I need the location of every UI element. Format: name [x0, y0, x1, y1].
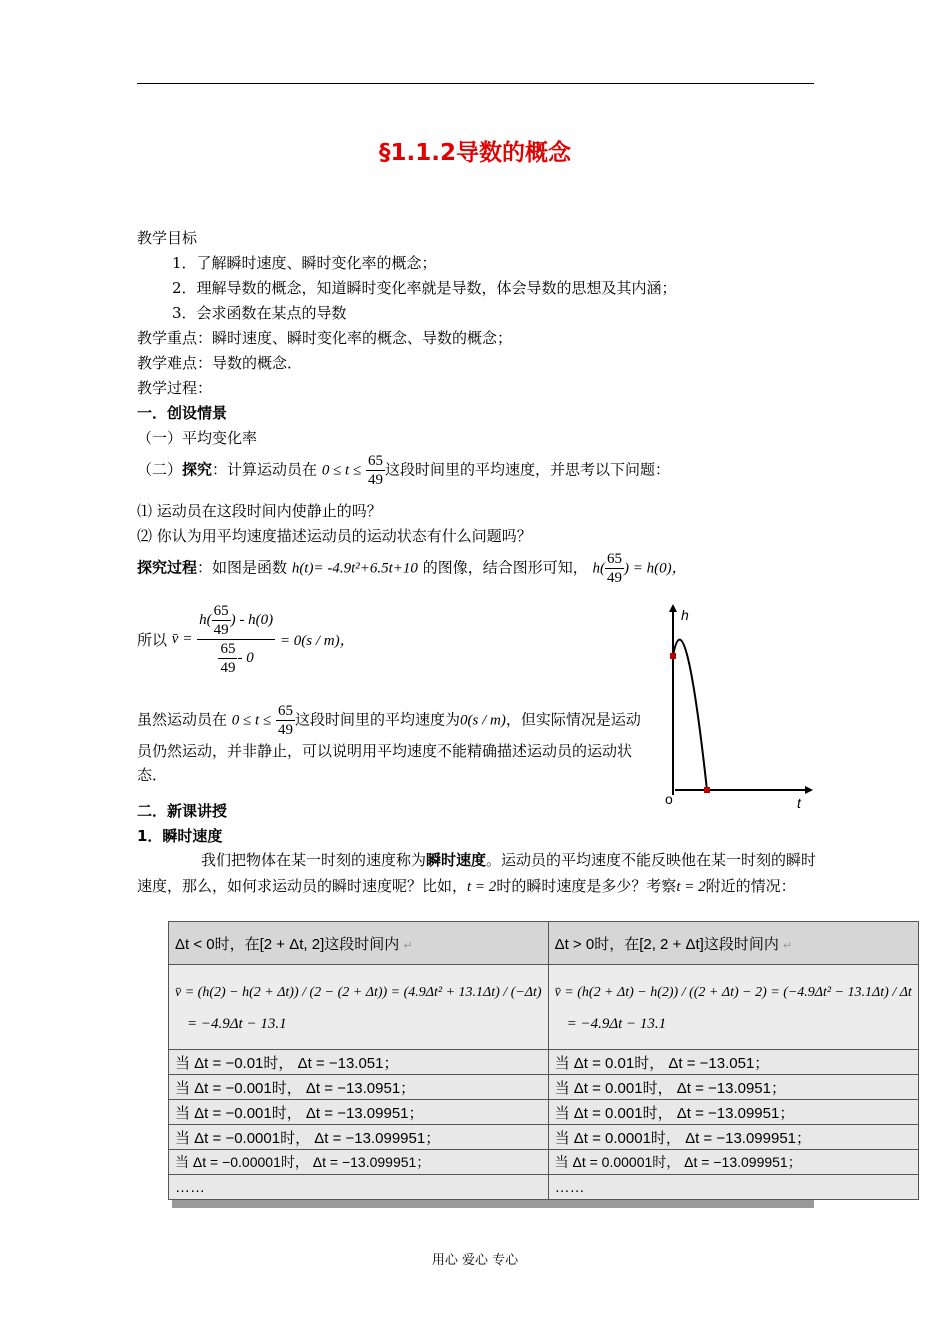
fraction-65-49 — [276, 702, 295, 739]
ineq: 0 ≤ t ≤ — [231, 712, 272, 729]
t-label: t — [797, 795, 801, 811]
left-formula-1: v̄ = (h(2) − h(2 + Δt)) / (2 − (2 + Δt)) = (4.9Δt² + 13.1Δt) / (−Δt) — [175, 985, 542, 1000]
proc-bold: 探究过程 — [137, 558, 198, 577]
frac-den: 49 — [220, 660, 236, 676]
frac-den: 49 — [607, 570, 622, 586]
parabola-curve — [673, 640, 707, 790]
question-1: ⑴ 运动员在这段时间内使静止的吗？ — [137, 502, 382, 520]
page-title: §1.1.2导数的概念 — [379, 140, 571, 166]
fraction-65-49 — [366, 452, 385, 489]
left-formula-2: = −4.9Δt − 13.1 — [187, 1016, 287, 1032]
objective-item: 3．会求函数在某点的导数 — [172, 304, 347, 322]
though-paragraph — [137, 702, 642, 787]
p1b: 瞬时速度 — [426, 851, 487, 869]
right-head: Δt > 0时，在[2, 2 + Δt]这段时间内 — [554, 935, 779, 953]
instant-velocity-paragraph — [137, 847, 817, 900]
point-h0 — [670, 653, 676, 659]
frac-den: 49 — [277, 722, 293, 738]
table-cell: 当 Δt = −0.001时， Δt = −13.09951； — [169, 1100, 549, 1125]
exploration-process — [137, 550, 687, 587]
table-cell — [169, 922, 549, 965]
page-footer: 用心 爱心 专心 — [431, 1253, 519, 1268]
origin-label: o — [665, 791, 673, 807]
though1: 虽然运动员在 — [137, 710, 228, 729]
right-formula-2: = −4.9Δt − 13.1 — [566, 1016, 667, 1032]
section2-sub: 1．瞬时速度 — [137, 827, 223, 845]
fraction-65-49 — [218, 640, 237, 677]
frac-top-b: ) - h(0) — [230, 611, 274, 628]
section1-sub1: （一）平均变化率 — [137, 429, 258, 447]
table-cell — [548, 965, 918, 1050]
table-cell: 当 Δt = −0.00001时， Δt = −13.099951； — [169, 1150, 549, 1175]
table-row — [169, 1075, 919, 1100]
h-axis-arrow — [669, 604, 677, 612]
point-root — [704, 787, 710, 793]
table-row — [169, 1150, 919, 1175]
objectives-heading: 教学目标 — [137, 229, 198, 247]
vbar: v̄ = — [171, 631, 193, 647]
table-cell: 当 Δt = 0.00001时， Δt = −13.099951； — [548, 1150, 918, 1175]
big-frac-top — [197, 602, 275, 640]
table-row — [169, 1100, 919, 1125]
eq-rhs: ) = h(0)， — [624, 560, 687, 577]
table-cell: 当 Δt = −0.001时， Δt = −13.0951； — [169, 1075, 549, 1100]
section1-sub2 — [137, 452, 670, 489]
big-frac-bottom — [197, 640, 275, 677]
table-row — [169, 1125, 919, 1150]
table-cell — [169, 965, 549, 1050]
proc-text2: 的图像，结合图形可知， — [422, 558, 588, 577]
function-expr: h(t)= -4.9t²+6.5t+10 — [291, 560, 418, 577]
so-label: 所以 — [137, 631, 168, 649]
sub2-bold: 探究 — [182, 460, 213, 479]
fraction-65-49 — [212, 602, 231, 639]
frac-den: 49 — [213, 622, 229, 638]
though4: 况是运动员仍然运动，并非静止，可以说明用平均速度不能精确描述运动员的运动状态． — [137, 710, 641, 784]
frac-num: 65 — [213, 603, 229, 619]
section2-heading: 二．新课讲授 — [137, 802, 228, 820]
p1a: 我们把物体在某一时刻的速度称为 — [201, 851, 427, 869]
frac-num: 65 — [277, 703, 293, 719]
return-mark: ↵ — [783, 939, 793, 952]
frac-bottom-tail: - 0 — [237, 649, 254, 666]
sub2-text2: 这段时间里的平均速度，并思考以下问题： — [385, 460, 671, 479]
h-label: h — [681, 607, 689, 623]
zero-speed: 0(s / m) — [459, 712, 506, 729]
objective-item: 1．了解瞬时速度、瞬时变化率的概念； — [172, 254, 437, 272]
right-formula-1: v̄ = (h(2 + Δt) − h(2)) / ((2 + Δt) − 2) = (−4.9Δt² − 13.1Δt) / Δt — [554, 985, 912, 1000]
frac-num: 65 — [607, 551, 622, 567]
return-mark: ↵ — [403, 939, 413, 952]
t-eq-2: t = 2 — [467, 879, 497, 895]
table-cell: 当 Δt = 0.001时， Δt = −13.0951； — [548, 1075, 918, 1100]
table-cell: …… — [169, 1175, 549, 1200]
big-fraction — [197, 602, 275, 677]
table-cell: …… — [548, 1175, 918, 1200]
table-row — [169, 1175, 919, 1200]
table-cell: 当 Δt = 0.001时， Δt = −13.09951； — [548, 1100, 918, 1125]
table-cell: 当 Δt = −0.01时， Δt = −13.051； — [169, 1050, 549, 1075]
sub2-prefix: （二） — [137, 460, 183, 479]
key-point: 教学重点：瞬时速度、瞬时变化率的概念、导数的概念； — [137, 329, 513, 347]
table-cell: 当 Δt = 0.01时， Δt = −13.051； — [548, 1050, 918, 1075]
proc-text: ：如图是函数 — [197, 558, 288, 577]
table-cell: 当 Δt = 0.0001时， Δt = −13.099951； — [548, 1125, 918, 1150]
difficulty: 教学难点：导数的概念． — [137, 354, 303, 372]
sub2-text1: ：计算运动员在 — [212, 460, 318, 479]
t-axis-arrow — [805, 786, 813, 794]
though2: 这段时间里的平均速度为 — [294, 710, 460, 729]
frac-num: 65 — [220, 641, 236, 657]
t-eq-2: t = 2 — [676, 879, 706, 895]
p1e: 附近的情况： — [705, 877, 796, 895]
frac-den: 49 — [368, 472, 383, 488]
comparison-table — [168, 921, 919, 1200]
table-cell — [548, 922, 918, 965]
though3: ，但实际情 — [505, 710, 581, 729]
result: = 0(s / m)， — [279, 633, 355, 649]
p1d: 时的瞬时速度是多少？考察 — [496, 877, 677, 895]
height-time-graph — [655, 600, 815, 815]
header-rule — [137, 83, 814, 84]
left-head: Δt < 0时，在[2 + Δt, 2]这段时间内 — [175, 935, 400, 953]
table-row — [169, 1050, 919, 1075]
table-header-row — [169, 922, 919, 965]
table-cell: 当 Δt = −0.0001时， Δt = −13.099951； — [169, 1125, 549, 1150]
fraction-65-49 — [605, 550, 624, 587]
average-velocity-formula — [137, 602, 355, 677]
objective-item: 2．理解导数的概念，知道瞬时变化率就是导数，体会导数的思想及其内涵； — [172, 279, 677, 297]
frac-top-a: h( — [199, 611, 212, 628]
frac-num: 65 — [368, 453, 383, 469]
section1-heading: 一．创设情景 — [137, 404, 228, 422]
question-2: ⑵ 你认为用平均速度描述运动员的运动状态有什么问题吗？ — [137, 527, 532, 545]
eq-h: h( — [592, 560, 605, 577]
sub2-ineq: 0 ≤ t ≤ — [321, 462, 362, 479]
process-label: 教学过程： — [137, 379, 213, 397]
p1c: 。运动员的平均速度不能反映他在某一时刻的瞬时速度，那么，如何求运动员的瞬时速度呢？比如， — [137, 851, 817, 895]
table-formula-row — [169, 965, 919, 1050]
